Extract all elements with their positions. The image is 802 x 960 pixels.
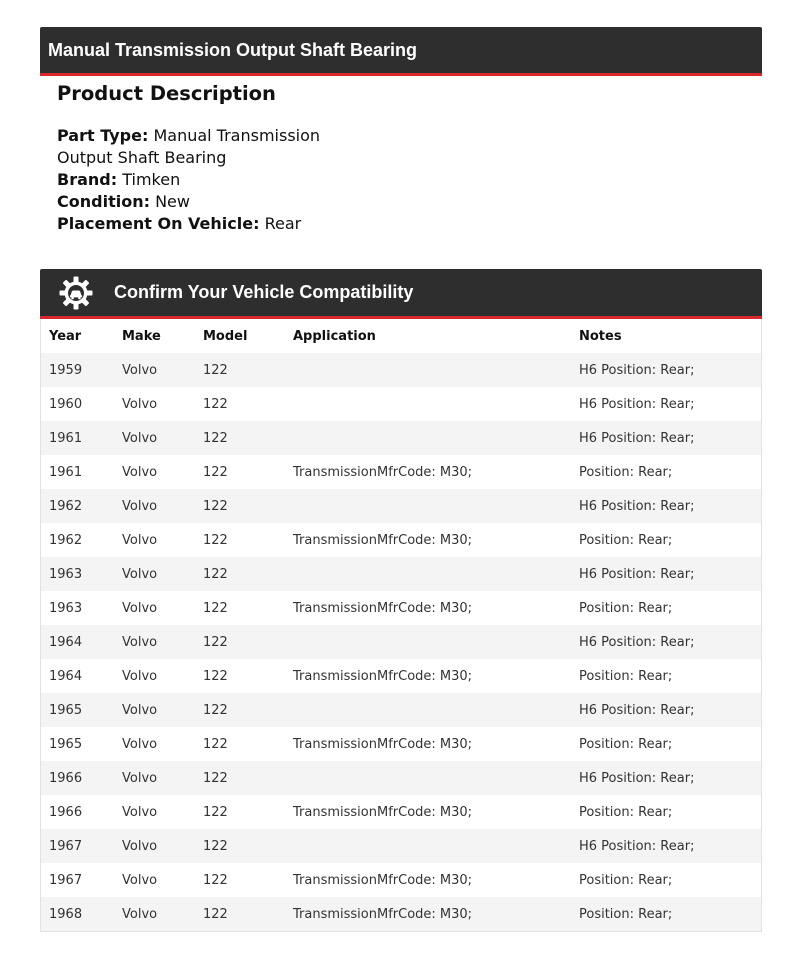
cell-model: 122 bbox=[203, 795, 293, 829]
table-row bbox=[41, 421, 761, 455]
cell-year: 1961 bbox=[41, 455, 122, 489]
cell-application: TransmissionMfrCode: M30; bbox=[293, 863, 579, 897]
product-title-bar bbox=[40, 27, 762, 76]
column-header-notes: Notes bbox=[579, 328, 622, 344]
cell-year: 1962 bbox=[41, 489, 122, 523]
cell-application: TransmissionMfrCode: M30; bbox=[293, 727, 579, 761]
cell-notes: H6 Position: Rear; bbox=[579, 387, 761, 421]
cell-notes: H6 Position: Rear; bbox=[579, 557, 761, 591]
description-heading: Product Description bbox=[57, 82, 276, 105]
cell-year: 1965 bbox=[41, 693, 122, 727]
cell-make: Volvo bbox=[122, 591, 203, 625]
cell-application: TransmissionMfrCode: M30; bbox=[293, 591, 579, 625]
cell-year: 1966 bbox=[41, 795, 122, 829]
cell-model: 122 bbox=[203, 625, 293, 659]
cell-year: 1964 bbox=[41, 659, 122, 693]
cell-model: 122 bbox=[203, 727, 293, 761]
cell-notes: Position: Rear; bbox=[579, 727, 761, 761]
column-header-year: Year bbox=[49, 328, 82, 344]
spec-label: Placement On Vehicle: bbox=[57, 214, 260, 233]
table-row bbox=[41, 795, 761, 829]
cell-application: TransmissionMfrCode: M30; bbox=[293, 897, 579, 931]
cell-make: Volvo bbox=[122, 659, 203, 693]
spec-condition bbox=[57, 191, 377, 213]
cell-make: Volvo bbox=[122, 863, 203, 897]
cell-notes: H6 Position: Rear; bbox=[579, 489, 761, 523]
gear-car-icon bbox=[58, 275, 94, 311]
cell-application bbox=[293, 421, 579, 455]
spec-value: Timken bbox=[122, 170, 181, 189]
cell-model: 122 bbox=[203, 659, 293, 693]
cell-model: 122 bbox=[203, 557, 293, 591]
cell-application bbox=[293, 489, 579, 523]
cell-application bbox=[293, 761, 579, 795]
table-row bbox=[41, 761, 761, 795]
table-row bbox=[41, 693, 761, 727]
column-header-make: Make bbox=[122, 328, 161, 344]
cell-make: Volvo bbox=[122, 795, 203, 829]
cell-year: 1967 bbox=[41, 829, 122, 863]
cell-notes: Position: Rear; bbox=[579, 659, 761, 693]
cell-make: Volvo bbox=[122, 897, 203, 931]
cell-model: 122 bbox=[203, 455, 293, 489]
compatibility-table bbox=[41, 319, 761, 931]
table-row bbox=[41, 523, 761, 557]
spec-label: Part Type: bbox=[57, 126, 149, 145]
cell-application bbox=[293, 829, 579, 863]
cell-model: 122 bbox=[203, 387, 293, 421]
spec-list bbox=[57, 125, 377, 235]
cell-year: 1962 bbox=[41, 523, 122, 557]
cell-notes: H6 Position: Rear; bbox=[579, 421, 761, 455]
cell-model: 122 bbox=[203, 829, 293, 863]
cell-model: 122 bbox=[203, 591, 293, 625]
cell-make: Volvo bbox=[122, 761, 203, 795]
table-row bbox=[41, 727, 761, 761]
cell-model: 122 bbox=[203, 421, 293, 455]
spec-brand bbox=[57, 169, 377, 191]
cell-model: 122 bbox=[203, 353, 293, 387]
cell-year: 1968 bbox=[41, 897, 122, 931]
cell-application bbox=[293, 353, 579, 387]
table-row bbox=[41, 387, 761, 421]
table-row bbox=[41, 489, 761, 523]
cell-model: 122 bbox=[203, 897, 293, 931]
cell-application: TransmissionMfrCode: M30; bbox=[293, 795, 579, 829]
table-row bbox=[41, 591, 761, 625]
table-row bbox=[41, 353, 761, 387]
cell-year: 1964 bbox=[41, 625, 122, 659]
cell-model: 122 bbox=[203, 489, 293, 523]
cell-notes: H6 Position: Rear; bbox=[579, 693, 761, 727]
cell-year: 1967 bbox=[41, 863, 122, 897]
cell-make: Volvo bbox=[122, 523, 203, 557]
spec-value: Manual Transmission Output Shaft Bearing bbox=[57, 126, 321, 167]
cell-notes: Position: Rear; bbox=[579, 523, 761, 557]
column-header-application: Application bbox=[293, 328, 376, 344]
cell-year: 1960 bbox=[41, 387, 122, 421]
cell-application bbox=[293, 625, 579, 659]
cell-year: 1961 bbox=[41, 421, 122, 455]
cell-make: Volvo bbox=[122, 455, 203, 489]
product-title: Manual Transmission Output Shaft Bearing bbox=[48, 40, 418, 60]
cell-model: 122 bbox=[203, 761, 293, 795]
cell-application: TransmissionMfrCode: M30; bbox=[293, 659, 579, 693]
cell-make: Volvo bbox=[122, 353, 203, 387]
cell-notes: Position: Rear; bbox=[579, 863, 761, 897]
cell-make: Volvo bbox=[122, 625, 203, 659]
cell-make: Volvo bbox=[122, 387, 203, 421]
cell-make: Volvo bbox=[122, 693, 203, 727]
spec-part-type bbox=[57, 125, 377, 169]
table-row bbox=[41, 557, 761, 591]
cell-make: Volvo bbox=[122, 727, 203, 761]
compatibility-header-bar bbox=[40, 269, 762, 319]
spec-placement bbox=[57, 213, 377, 235]
cell-application: TransmissionMfrCode: M30; bbox=[293, 523, 579, 557]
compatibility-table-body bbox=[41, 353, 761, 931]
cell-make: Volvo bbox=[122, 829, 203, 863]
cell-year: 1965 bbox=[41, 727, 122, 761]
table-row bbox=[41, 455, 761, 489]
table-row bbox=[41, 829, 761, 863]
table-row bbox=[41, 863, 761, 897]
cell-application bbox=[293, 387, 579, 421]
cell-application bbox=[293, 557, 579, 591]
table-header-row bbox=[41, 319, 761, 353]
spec-value: Rear bbox=[264, 214, 302, 233]
compatibility-heading: Confirm Your Vehicle Compatibility bbox=[114, 282, 414, 302]
cell-notes: Position: Rear; bbox=[579, 591, 761, 625]
cell-make: Volvo bbox=[122, 557, 203, 591]
cell-notes: Position: Rear; bbox=[579, 897, 761, 931]
compatibility-table-wrapper bbox=[40, 319, 762, 932]
table-row bbox=[41, 659, 761, 693]
column-header-model: Model bbox=[203, 328, 248, 344]
cell-notes: H6 Position: Rear; bbox=[579, 761, 761, 795]
cell-notes: H6 Position: Rear; bbox=[579, 353, 761, 387]
table-row bbox=[41, 897, 761, 931]
spec-value: New bbox=[155, 192, 190, 211]
cell-notes: H6 Position: Rear; bbox=[579, 625, 761, 659]
cell-model: 122 bbox=[203, 863, 293, 897]
cell-year: 1966 bbox=[41, 761, 122, 795]
cell-application: TransmissionMfrCode: M30; bbox=[293, 455, 579, 489]
cell-year: 1963 bbox=[41, 557, 122, 591]
table-row bbox=[41, 625, 761, 659]
spec-label: Condition: bbox=[57, 192, 150, 211]
cell-year: 1959 bbox=[41, 353, 122, 387]
cell-application bbox=[293, 693, 579, 727]
product-description bbox=[57, 80, 377, 235]
cell-notes: H6 Position: Rear; bbox=[579, 829, 761, 863]
cell-make: Volvo bbox=[122, 489, 203, 523]
cell-notes: Position: Rear; bbox=[579, 455, 761, 489]
cell-model: 122 bbox=[203, 693, 293, 727]
spec-label: Brand: bbox=[57, 170, 118, 189]
cell-year: 1963 bbox=[41, 591, 122, 625]
cell-model: 122 bbox=[203, 523, 293, 557]
cell-make: Volvo bbox=[122, 421, 203, 455]
cell-notes: Position: Rear; bbox=[579, 795, 761, 829]
